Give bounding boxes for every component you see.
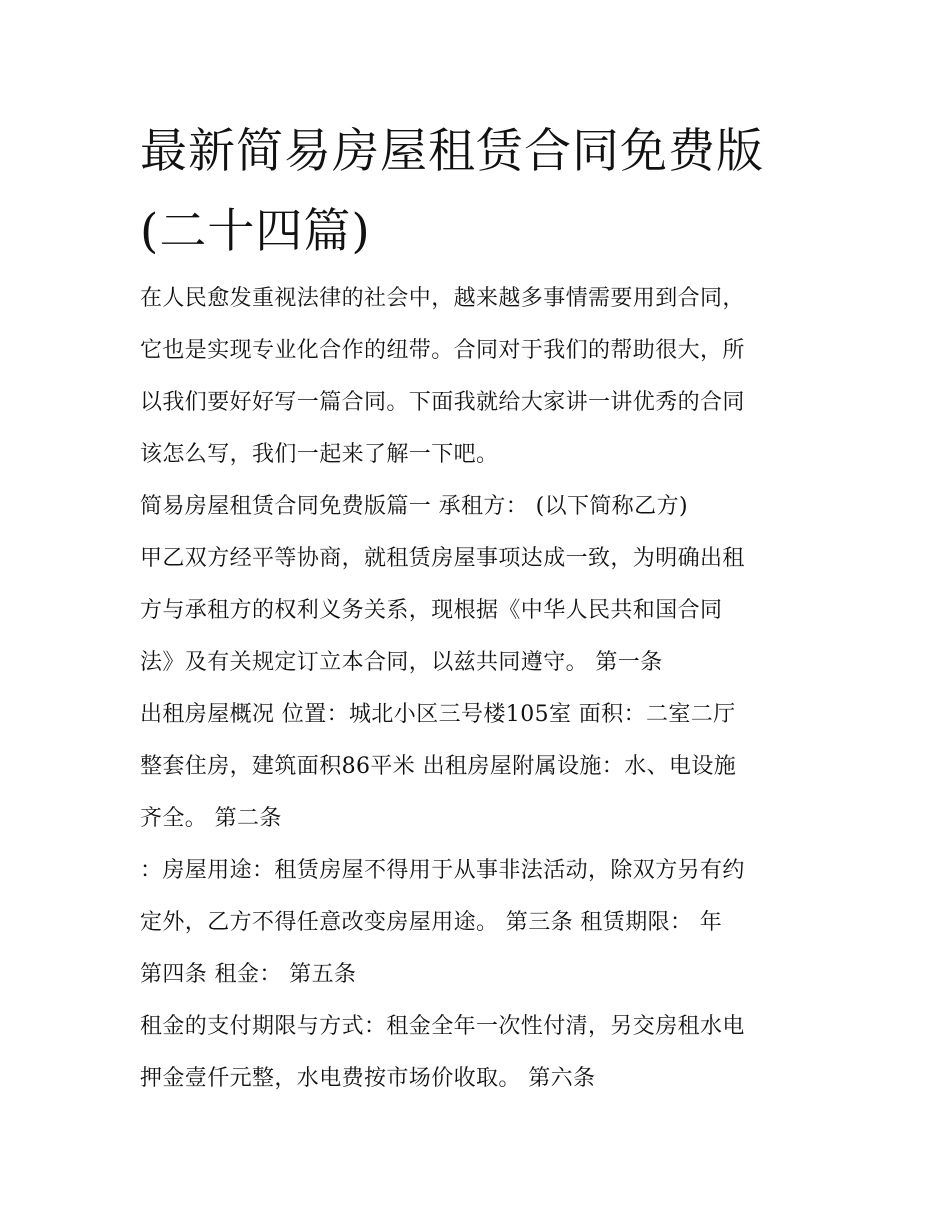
- body-line: 押金壹仟元整，水电费按市场价收取。 第六条: [140, 1066, 596, 1091]
- body-line: 它也是实现专业化合作的纽带。合同对于我们的帮助很大，所: [140, 338, 745, 363]
- body-line: 在人民愈发重视法律的社会中，越来越多事情需要用到合同，: [140, 286, 745, 311]
- body-line: 甲乙双方经平等协商，就租赁房屋事项达成一致，为明确出租: [140, 546, 745, 571]
- title-line-1: 最新简易房屋租赁合同免费版: [140, 124, 764, 179]
- body-line: 齐全。 第二条: [140, 806, 282, 831]
- body-line: 整套住房，建筑面积86平米 出租房屋附属设施：水、电设施: [140, 754, 737, 779]
- body-line: ：房屋用途：租赁房屋不得用于从事非法活动，除双方另有约: [140, 858, 745, 883]
- body-line: 租金的支付期限与方式：租金全年一次性付清，另交房租水电: [140, 1014, 745, 1039]
- body-line: 以我们要好好写一篇合同。下面我就给大家讲一讲优秀的合同: [140, 390, 745, 415]
- title-line-2: (二十四篇): [140, 204, 371, 259]
- document-title: [140, 112, 830, 272]
- body-line: 第四条 租金： 第五条: [140, 962, 357, 987]
- body-line: 该怎么写，我们一起来了解一下吧。: [140, 442, 499, 467]
- document-body: [140, 273, 830, 1105]
- body-line: 方与承租方的权利义务关系，现根据《中华人民共和国合同: [140, 598, 723, 623]
- body-line: 出租房屋概况 位置：城北小区三号楼105室 面积：二室二厅: [140, 702, 736, 727]
- body-line: 简易房屋租赁合同免费版篇一 承租方： (以下简称乙方): [140, 494, 688, 519]
- body-line: 定外，乙方不得任意改变房屋用途。 第三条 租赁期限： 年: [140, 910, 723, 935]
- body-line: 法》及有关规定订立本合同，以兹共同遵守。 第一条: [140, 650, 663, 675]
